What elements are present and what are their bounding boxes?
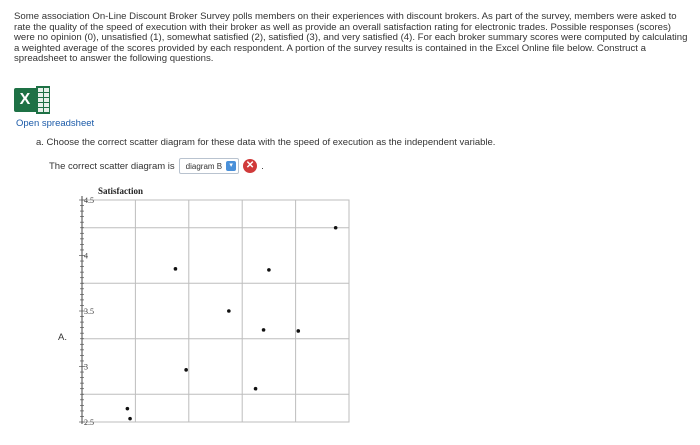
y-tick-label: 4	[84, 251, 88, 261]
data-point	[227, 309, 231, 313]
chevron-down-icon[interactable]: ▾	[226, 161, 236, 171]
chart-grid	[82, 200, 349, 422]
chart-points	[126, 226, 338, 421]
data-point	[262, 328, 266, 332]
excel-x-glyph: X	[14, 88, 36, 112]
problem-intro-text: Some association On-Line Discount Broker Survey polls members on their experiences with discount brokers. As part of the survey, members were asked to rate the quality of the speed of execution with their broker as well as provide an overall satisfaction rating for electronic trades. Possible responses (scores) were no opinion (0), unsatisfied (1), somewhat satisfied (2), satisfied (3), and very satisfied (4). For each broker summary scores were computed by calculating a weighted average of the scores provided by each respondent. A portion of the survey results is contained in the Excel Online file below. Construct a spreadsheet to answer the following questions.	[14, 11, 688, 65]
excel-grid-glyph	[36, 86, 50, 114]
y-axis-label: Satisfaction	[98, 186, 143, 196]
scatter-chart-svg	[60, 180, 360, 440]
question-a-text: a. Choose the correct scatter diagram for these data with the speed of execution as the independent variable.	[36, 137, 496, 148]
y-axis	[79, 196, 94, 427]
data-point	[334, 226, 338, 230]
data-point	[128, 417, 132, 421]
open-spreadsheet-link[interactable]: Open spreadsheet	[16, 118, 95, 129]
answer-suffix: .	[261, 160, 264, 172]
y-tick-label: 4.5	[84, 196, 94, 205]
y-tick-label: 3.5	[84, 307, 94, 316]
data-point	[254, 387, 258, 391]
data-point	[126, 407, 130, 411]
diagram-select[interactable]	[179, 158, 239, 174]
scatter-diagram-a	[60, 180, 360, 440]
answer-prefix: The correct scatter diagram is	[49, 160, 175, 172]
data-point	[174, 267, 178, 271]
option-a-label: A.	[58, 332, 67, 343]
excel-icon[interactable]	[14, 86, 50, 114]
data-point	[267, 268, 271, 272]
answer-row	[49, 158, 264, 174]
data-point	[184, 368, 188, 372]
diagram-select-value: diagram B	[185, 161, 223, 171]
y-tick-label: 3	[84, 362, 88, 372]
plot-frame	[82, 200, 349, 422]
data-point	[296, 329, 300, 333]
y-tick-label: 2.5	[84, 418, 94, 427]
incorrect-x-icon: ✕	[243, 159, 257, 173]
